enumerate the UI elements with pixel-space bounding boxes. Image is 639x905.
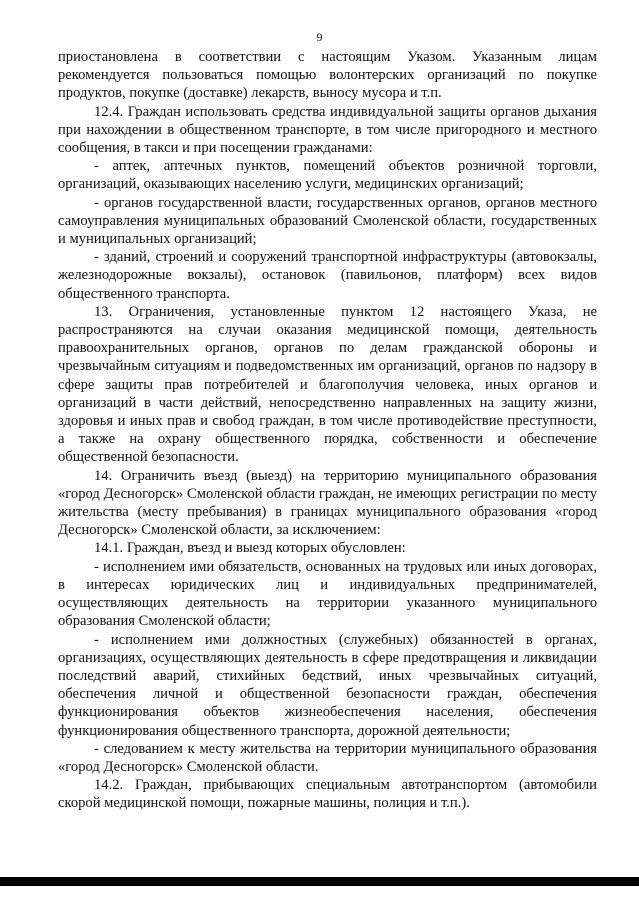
list-item-authorities: - органов государственной власти, государственных органов, органов местного самоуправления муниципальных образований Смоленской области, государственных и муниципальных организаций; [58, 194, 597, 248]
scan-edge-bar [0, 877, 639, 886]
list-item-transport-infrastructure: - зданий, строений и сооружений транспортной инфраструктуры (автовокзалы, железнодорожные вокзалы), остановок (павильонов, платформ) всех видов общественного транспорта. [58, 249, 597, 302]
list-item-contract-obligations: - исполнением ими обязательств, основанных на трудовых или иных договорах, в интересах юридических лиц и индивидуальных предпринимателей, осуществляющих деятельность на территории указанного муниципального образования Смоленской области; [58, 558, 597, 630]
page-number: 9 [316, 30, 323, 44]
list-item-official-duties: - исполнением ими должностных (служебных) обязанностей в органах, организациях, осуществляющих деятельность в сфере предотвращения и ликвидации последствий аварий, стихийных бедствий, иных чрезвычайных ситуаций, обеспечения личной и общественной безопасности граждан, обеспечения функционирования объектов жизнеобеспечения населения, обеспечения функционирования общественного транспорта, дорожной деятельности; [58, 631, 597, 739]
paragraph-continuation: приостановлена в соответствии с настоящим Указом. Указанным лицам рекомендуется пользоваться помощью волонтерских организаций по покупке продуктов, покупке (доставке) лекарств, выносу мусора и т.п. [58, 49, 597, 102]
list-item-pharmacies: - аптек, аптечных пунктов, помещений объектов розничной торговли, организаций, оказывающих населению услуги, медицинских организаций; [58, 158, 597, 193]
paragraph-13: 13. Ограничения, установленные пунктом 12 настоящего Указа, не распространяются на случаи оказания медицинской помощи, деятельность правоохранительных органов, органов по делам гражданской обороны и чрезвычайным ситуациям и подведомственных им организаций, органов по надзору в сфере защиты прав потребителей и благополучия человека, иных органов и организаций в части действий, непосредственно направленных на защиту жизни, здоровья и иных прав и свобод граждан, в том числе противодействие преступности, а также на охрану общественного порядка, собственности и обеспечение общественной безопасности. [58, 303, 597, 466]
paragraph-14: 14. Ограничить въезд (выезд) на территорию муниципального образования «город Десногорск» Смоленской области граждан, не имеющих регистрации по месту жительства (месту пребывания) в границах муниципального образования «город Десногорск» Смоленской области, за исключением: [58, 467, 597, 539]
paragraph-14-1: 14.1. Граждан, въезд и выезд которых обусловлен: [94, 540, 406, 557]
paragraph-14-2: 14.2. Граждан, прибывающих специальным автотранспортом (автомобили скорой медицинской помощи, пожарные машины, полиция и т.п.). [58, 777, 597, 812]
list-item-residence-travel: - следованием к месту жительства на территории муниципального образования «город Десногорск» Смоленской области. [58, 740, 597, 775]
document-body [58, 48, 597, 813]
paragraph-12-4: 12.4. Граждан использовать средства индивидуальной защиты органов дыхания при нахождении в общественном транспорте, в том числе пригородного и местного сообщения, в такси и при посещении гражданами: [58, 103, 597, 157]
